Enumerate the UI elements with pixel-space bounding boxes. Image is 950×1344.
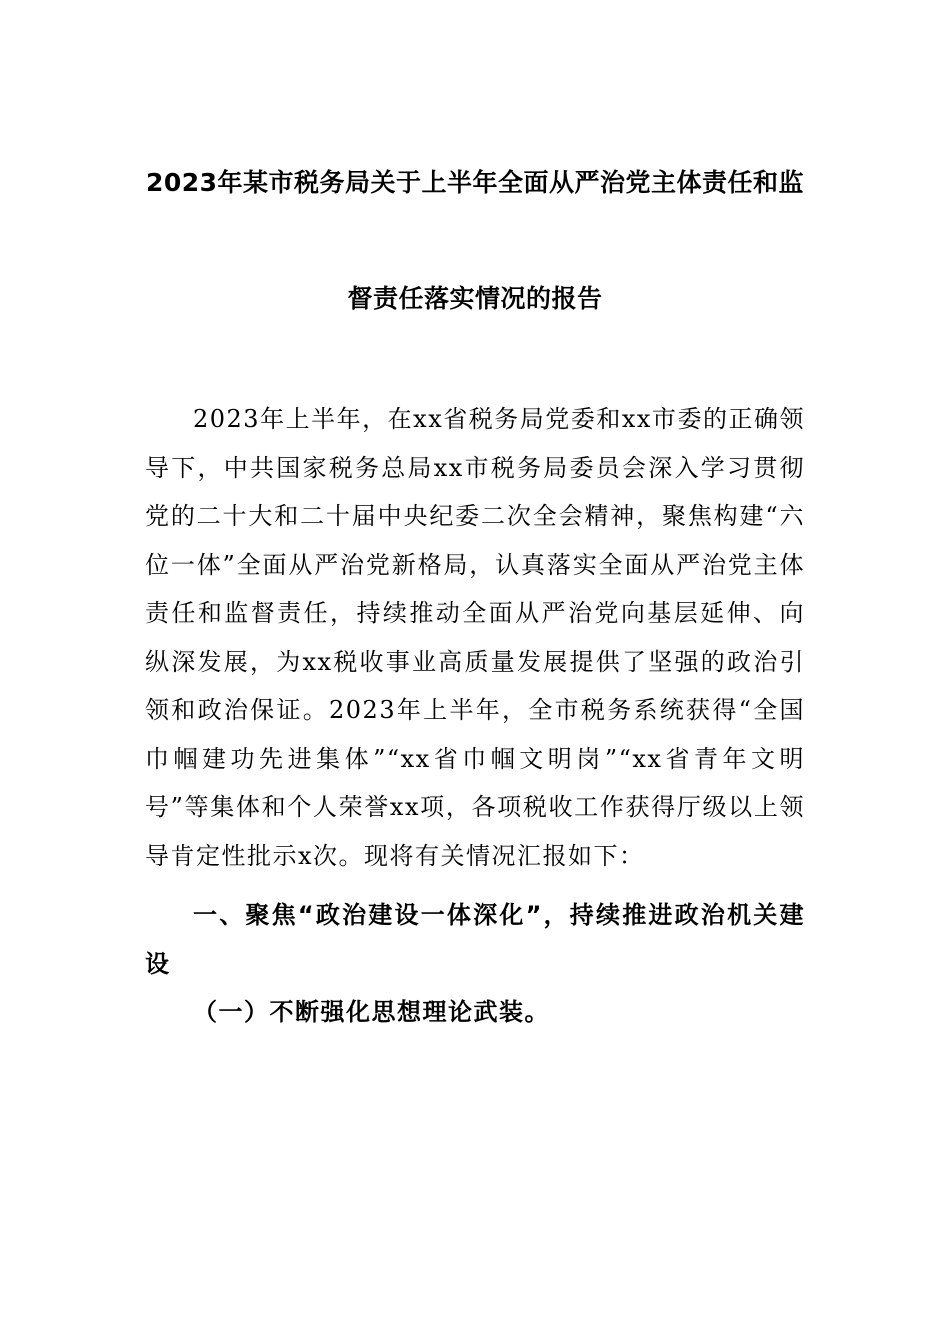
document-title-line-2: 督责任落实情况的报告 (347, 284, 603, 313)
section-1-heading: 一、聚焦“政治建设一体深化”，持续推进政治机关建设 (145, 901, 805, 978)
intro-paragraph: 2023年上半年，在xx省税务局党委和xx市委的正确领导下，中共国家税务总局xx市税务局委员会深入学习贯彻党的二十大和二十届中央纪委二次全会精神，聚焦构建“六位一体”全面从严治党新格局，认真落实全面从严治党主体责任和监督责任，持续推动全面从严治党向基层延伸、向纵深发展，为xx税收事业高质量发展提供了坚强的政治引领和政治保证。2023年上半年，全市税务系统获得“全国巾帼建功先进集体”“xx省巾帼文明岗”“xx省青年文明号”等集体和个人荣誉xx项，各项税收工作获得厅级以上领导肯定性批示x次。现将有关情况汇报如下： (145, 405, 805, 870)
document-title-line-1: 2023年某市税务局关于上半年全面从严治党主体责任和监 (145, 168, 805, 197)
subsection-1-heading: （一）不断强化思想理论武装。 (193, 998, 550, 1026)
